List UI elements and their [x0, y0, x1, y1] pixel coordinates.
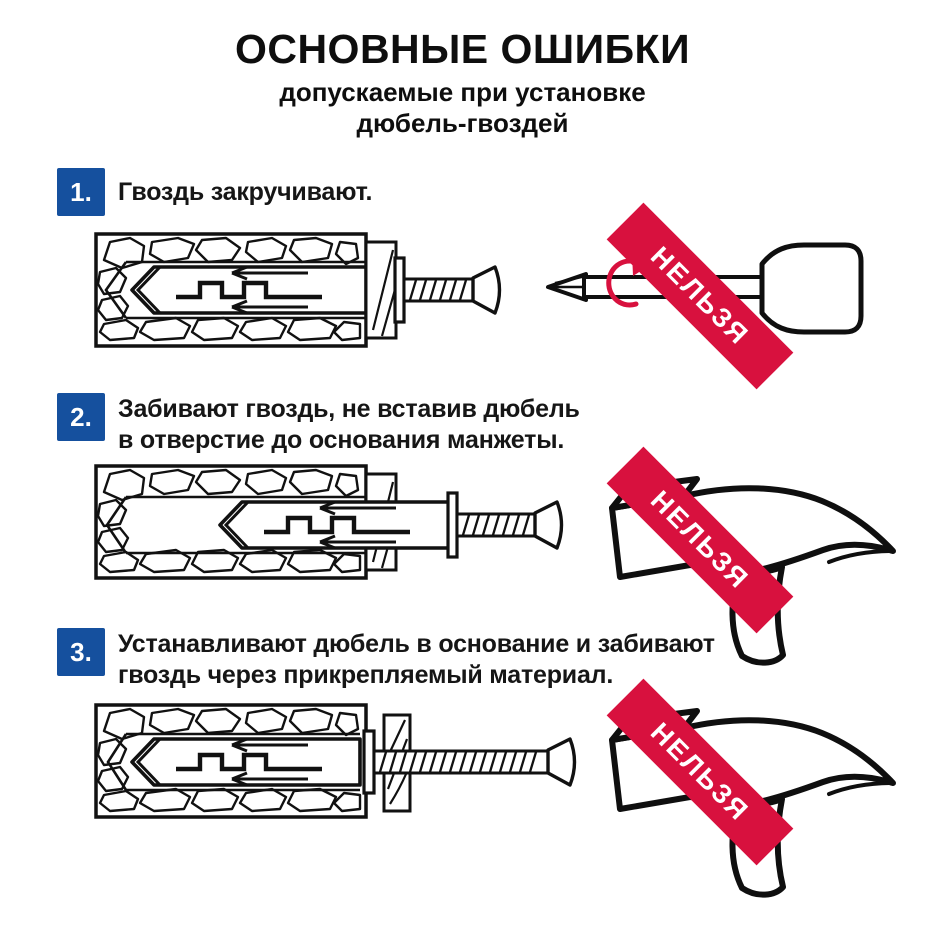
- wall-cross-section-3: [92, 694, 592, 824]
- dowel-in-base-nail-through-material-illustration: [92, 694, 592, 824]
- forbidden-tool-1: [540, 212, 900, 392]
- screw-nail: [457, 502, 562, 548]
- page-title: ОСНОВНЫЕ ОШИБКИ: [234, 26, 691, 72]
- step-2-badge: 2.: [57, 393, 105, 441]
- subtitle-line-1: допускаемые при установке: [279, 77, 646, 107]
- step-2-text: [118, 394, 580, 456]
- step-2-text-line-2: в отверстие до основания манжеты.: [118, 426, 565, 454]
- forbidden-tool-3: [598, 686, 898, 898]
- step-1-text-line-1: Гвоздь закручивают.: [118, 178, 373, 206]
- screw-nail: [404, 267, 500, 313]
- step-1-text: [118, 177, 372, 208]
- dowel-nail-not-fully-inserted-illustration: [92, 460, 582, 590]
- step-3-text-line-1: Устанавливают дюбель в основание и забивают: [118, 630, 715, 658]
- forbidden-banner: НЕЛЬЗЯ: [607, 447, 794, 634]
- forbidden-banner: НЕЛЬЗЯ: [607, 203, 794, 390]
- step-3-text: [118, 629, 715, 691]
- page-subtitle: [0, 77, 925, 139]
- step-2-text-line-1: Забивают гвоздь, не вставив дюбель: [118, 395, 580, 423]
- step-3-badge: 3.: [57, 628, 105, 676]
- subtitle-line-2: дюбель-гвоздей: [356, 108, 569, 138]
- dowel-nail-flush-in-wall-illustration: [92, 226, 532, 356]
- step-3-text-line-2: гвоздь через прикрепляемый материал.: [118, 661, 614, 689]
- wall-cross-section-2: [92, 460, 582, 590]
- wall-cross-section-1: [92, 226, 532, 356]
- step-1-badge: 1.: [57, 168, 105, 216]
- attached-material-block: [366, 242, 396, 338]
- forbidden-banner: НЕЛЬЗЯ: [607, 679, 794, 866]
